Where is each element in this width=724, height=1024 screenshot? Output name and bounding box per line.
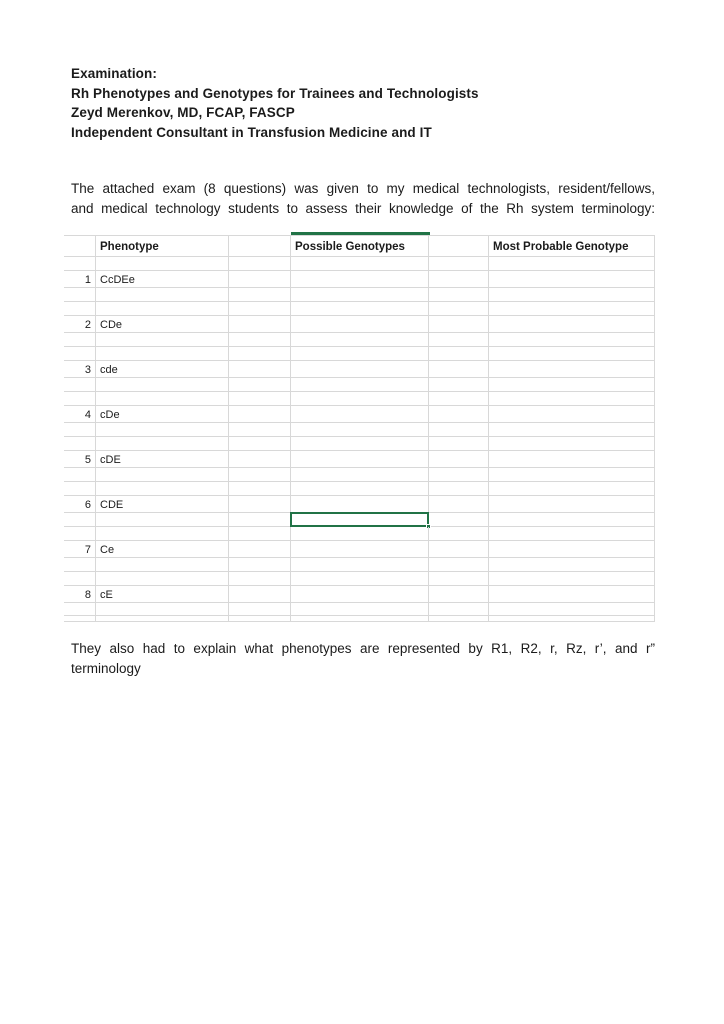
- row-number-cell: [64, 513, 96, 527]
- row-number-cell: 2: [64, 316, 96, 333]
- sheet-row: [64, 406, 655, 423]
- possible-genotypes-cell[interactable]: [291, 257, 429, 271]
- most-probable-genotype-cell[interactable]: [489, 616, 655, 622]
- most-probable-genotype-cell[interactable]: [489, 288, 655, 302]
- row-number-cell: [64, 527, 96, 541]
- sheet-spacer-row: [64, 347, 655, 361]
- spacer-cell: [429, 288, 489, 302]
- phenotype-cell[interactable]: [96, 482, 229, 496]
- row-number-cell: [64, 423, 96, 437]
- sheet-spacer-row: [64, 558, 655, 572]
- spacer-cell: [429, 316, 489, 333]
- phenotype-cell[interactable]: cde: [96, 361, 229, 378]
- spacer-cell: [429, 468, 489, 482]
- sheet-spacer-row: [64, 333, 655, 347]
- phenotype-cell[interactable]: [96, 468, 229, 482]
- spreadsheet-grid: [64, 236, 655, 622]
- spacer-cell: [229, 347, 291, 361]
- possible-genotypes-cell[interactable]: [291, 496, 429, 513]
- possible-genotypes-cell[interactable]: [291, 513, 429, 527]
- possible-genotypes-cell[interactable]: [291, 437, 429, 451]
- row-number-cell: [64, 482, 96, 496]
- phenotype-cell[interactable]: [96, 333, 229, 347]
- phenotype-cell[interactable]: [96, 257, 229, 271]
- most-probable-genotype-cell[interactable]: [489, 361, 655, 378]
- most-probable-genotype-cell[interactable]: [489, 451, 655, 468]
- intro-line-2: and medical technology students to assess their knowledge of the Rh system terminology:: [71, 200, 655, 216]
- row-number-cell: 8: [64, 586, 96, 603]
- row-number-cell: [64, 257, 96, 271]
- sheet-spacer-row: [64, 392, 655, 406]
- spacer-cell: [429, 527, 489, 541]
- phenotype-cell[interactable]: CcDEe: [96, 271, 229, 288]
- sheet-spacer-row: [64, 437, 655, 451]
- sheet-spacer-row: [64, 378, 655, 392]
- spacer-cell: [229, 406, 291, 423]
- possible-genotypes-cell[interactable]: [291, 482, 429, 496]
- sheet-header-row: [64, 236, 655, 257]
- spacer-cell: [429, 236, 489, 257]
- spacer-cell: [429, 541, 489, 558]
- outro-line-2: terminology: [71, 660, 141, 676]
- row-number-cell: 5: [64, 451, 96, 468]
- possible-genotypes-cell[interactable]: [291, 288, 429, 302]
- possible-genotypes-cell[interactable]: [291, 558, 429, 572]
- spacer-cell: [429, 361, 489, 378]
- sheet-spacer-row: [64, 527, 655, 541]
- most-probable-genotype-cell[interactable]: [489, 406, 655, 423]
- spacer-cell: [229, 482, 291, 496]
- possible-genotypes-cell[interactable]: [291, 451, 429, 468]
- row-number-cell: 3: [64, 361, 96, 378]
- sheet-row: [64, 586, 655, 603]
- sheet-spacer-row: [64, 616, 655, 622]
- sheet-row: [64, 271, 655, 288]
- spacer-cell: [229, 302, 291, 316]
- possible-genotypes-cell[interactable]: [291, 616, 429, 622]
- possible-genotypes-cell[interactable]: [291, 347, 429, 361]
- row-number-cell: 1: [64, 271, 96, 288]
- row-number-cell: [64, 437, 96, 451]
- spacer-cell: [229, 271, 291, 288]
- phenotype-cell[interactable]: [96, 378, 229, 392]
- spacer-cell: [429, 423, 489, 437]
- phenotype-cell[interactable]: [96, 616, 229, 622]
- outro-paragraph: [71, 639, 655, 678]
- most-probable-genotype-cell[interactable]: [489, 527, 655, 541]
- phenotype-cell[interactable]: CDe: [96, 316, 229, 333]
- spacer-cell: [229, 437, 291, 451]
- spacer-cell: [429, 333, 489, 347]
- phenotype-cell[interactable]: [96, 423, 229, 437]
- most-probable-genotype-cell[interactable]: [489, 378, 655, 392]
- most-probable-genotype-cell[interactable]: [489, 586, 655, 603]
- spacer-cell: [229, 257, 291, 271]
- spacer-cell: [429, 586, 489, 603]
- spacer-cell: [229, 496, 291, 513]
- intro-paragraph: [71, 179, 655, 218]
- spacer-cell: [429, 496, 489, 513]
- phenotype-cell[interactable]: CDE: [96, 496, 229, 513]
- most-probable-genotype-cell[interactable]: [489, 468, 655, 482]
- selected-cell[interactable]: [290, 512, 429, 527]
- spacer-cell: [429, 451, 489, 468]
- spacer-cell: [229, 392, 291, 406]
- most-probable-genotype-cell[interactable]: [489, 437, 655, 451]
- spacer-cell: [429, 302, 489, 316]
- phenotype-cell[interactable]: [96, 603, 229, 616]
- possible-genotypes-cell[interactable]: [291, 392, 429, 406]
- sheet-spacer-row: [64, 513, 655, 527]
- spreadsheet: [64, 235, 655, 622]
- most-probable-genotype-cell[interactable]: [489, 302, 655, 316]
- most-probable-genotype-cell[interactable]: [489, 257, 655, 271]
- document-title-block: [71, 64, 655, 142]
- possible-genotypes-cell[interactable]: [291, 333, 429, 347]
- row-number-cell: [64, 378, 96, 392]
- phenotype-cell[interactable]: [96, 302, 229, 316]
- spacer-cell: [429, 603, 489, 616]
- spacer-cell: [229, 527, 291, 541]
- sheet-row: [64, 451, 655, 468]
- sheet-spacer-row: [64, 302, 655, 316]
- row-number-cell: [64, 333, 96, 347]
- possible-genotypes-cell[interactable]: [291, 603, 429, 616]
- possible-genotypes-cell[interactable]: [291, 316, 429, 333]
- possible-genotypes-cell[interactable]: [291, 586, 429, 603]
- spacer-cell: [229, 468, 291, 482]
- sheet-spacer-row: [64, 482, 655, 496]
- most-probable-genotype-cell[interactable]: [489, 333, 655, 347]
- possible-genotypes-cell[interactable]: [291, 378, 429, 392]
- sheet-spacer-row: [64, 423, 655, 437]
- row-number-cell: 6: [64, 496, 96, 513]
- spacer-cell: [429, 616, 489, 622]
- possible-genotypes-cell[interactable]: [291, 541, 429, 558]
- sheet-spacer-row: [64, 468, 655, 482]
- spacer-cell: [429, 378, 489, 392]
- phenotype-cell[interactable]: Ce: [96, 541, 229, 558]
- spacer-cell: [429, 513, 489, 527]
- spacer-cell: [429, 406, 489, 423]
- phenotype-cell[interactable]: [96, 527, 229, 541]
- possible-genotypes-cell[interactable]: [291, 572, 429, 586]
- spacer-cell: [229, 586, 291, 603]
- phenotype-cell[interactable]: [96, 288, 229, 302]
- spacer-cell: [429, 572, 489, 586]
- title-line-examination: Examination:: [71, 66, 157, 81]
- spacer-cell: [229, 361, 291, 378]
- spacer-cell: [429, 257, 489, 271]
- spacer-cell: [229, 236, 291, 257]
- sheet-spacer-row: [64, 572, 655, 586]
- outro-line-1: They also had to explain what phenotypes are represented by R1, R2, r, Rz, r’, and r”: [71, 641, 655, 657]
- row-number-cell: [64, 392, 96, 406]
- row-number-cell: [64, 558, 96, 572]
- spacer-cell: [229, 378, 291, 392]
- row-number-cell: [64, 572, 96, 586]
- spacer-cell: [229, 541, 291, 558]
- phenotype-cell[interactable]: [96, 437, 229, 451]
- spacer-cell: [229, 616, 291, 622]
- possible-genotypes-cell[interactable]: [291, 271, 429, 288]
- most-probable-genotype-header-cell: Most Probable Genotype: [489, 236, 655, 257]
- most-probable-genotype-cell[interactable]: [489, 347, 655, 361]
- title-line-affiliation: Independent Consultant in Transfusion Medicine and IT: [71, 124, 432, 140]
- title-line-subject: Rh Phenotypes and Genotypes for Trainees and Technologists: [71, 85, 479, 101]
- most-probable-genotype-cell[interactable]: [489, 271, 655, 288]
- most-probable-genotype-cell[interactable]: [489, 496, 655, 513]
- phenotype-cell[interactable]: cDE: [96, 451, 229, 468]
- sheet-row: [64, 541, 655, 558]
- spacer-cell: [229, 513, 291, 527]
- sheet-spacer-row: [64, 288, 655, 302]
- sheet-row: [64, 361, 655, 378]
- spacer-cell: [429, 482, 489, 496]
- intro-line-1: The attached exam (8 questions) was given to my medical technologists, resident/fellows,: [71, 181, 655, 197]
- possible-genotypes-cell[interactable]: [291, 423, 429, 437]
- row-number-cell: [64, 616, 96, 622]
- row-number-cell: [64, 288, 96, 302]
- spacer-cell: [429, 558, 489, 572]
- row-number-cell: [64, 347, 96, 361]
- phenotype-cell[interactable]: [96, 572, 229, 586]
- possible-genotypes-cell[interactable]: [291, 406, 429, 423]
- spacer-cell: [229, 451, 291, 468]
- sheet-spacer-row: [64, 603, 655, 616]
- spacer-cell: [229, 288, 291, 302]
- spacer-cell: [229, 558, 291, 572]
- row-number-cell: [64, 468, 96, 482]
- possible-genotypes-cell[interactable]: [291, 468, 429, 482]
- most-probable-genotype-cell[interactable]: [489, 603, 655, 616]
- spacer-cell: [429, 392, 489, 406]
- spacer-cell: [429, 271, 489, 288]
- most-probable-genotype-cell[interactable]: [489, 482, 655, 496]
- possible-genotypes-cell[interactable]: [291, 361, 429, 378]
- most-probable-genotype-cell[interactable]: [489, 572, 655, 586]
- possible-genotypes-cell[interactable]: [291, 527, 429, 541]
- title-line-author: Zeyd Merenkov, MD, FCAP, FASCP: [71, 105, 295, 121]
- sheet-row: [64, 316, 655, 333]
- row-number-cell: 4: [64, 406, 96, 423]
- phenotype-cell[interactable]: [96, 558, 229, 572]
- sheet-spacer-row: [64, 257, 655, 271]
- possible-genotypes-cell[interactable]: [291, 302, 429, 316]
- row-number-header-cell: [64, 236, 96, 257]
- phenotype-cell[interactable]: [96, 347, 229, 361]
- row-number-cell: 7: [64, 541, 96, 558]
- row-number-cell: [64, 603, 96, 616]
- row-number-cell: [64, 302, 96, 316]
- phenotype-header-cell: Phenotype: [96, 236, 229, 257]
- spacer-cell: [229, 572, 291, 586]
- spacer-cell: [429, 437, 489, 451]
- most-probable-genotype-cell[interactable]: [489, 513, 655, 527]
- most-probable-genotype-cell[interactable]: [489, 541, 655, 558]
- spacer-cell: [229, 423, 291, 437]
- most-probable-genotype-cell[interactable]: [489, 423, 655, 437]
- most-probable-genotype-cell[interactable]: [489, 392, 655, 406]
- possible-genotypes-header-cell: Possible Genotypes: [291, 236, 429, 257]
- spacer-cell: [229, 603, 291, 616]
- spacer-cell: [229, 333, 291, 347]
- most-probable-genotype-cell[interactable]: [489, 316, 655, 333]
- sheet-row: [64, 496, 655, 513]
- spacer-cell: [229, 316, 291, 333]
- selected-column-top-border: [291, 232, 430, 235]
- phenotype-cell[interactable]: cDe: [96, 406, 229, 423]
- phenotype-cell[interactable]: [96, 392, 229, 406]
- most-probable-genotype-cell[interactable]: [489, 558, 655, 572]
- spacer-cell: [429, 347, 489, 361]
- phenotype-cell[interactable]: cE: [96, 586, 229, 603]
- phenotype-cell[interactable]: [96, 513, 229, 527]
